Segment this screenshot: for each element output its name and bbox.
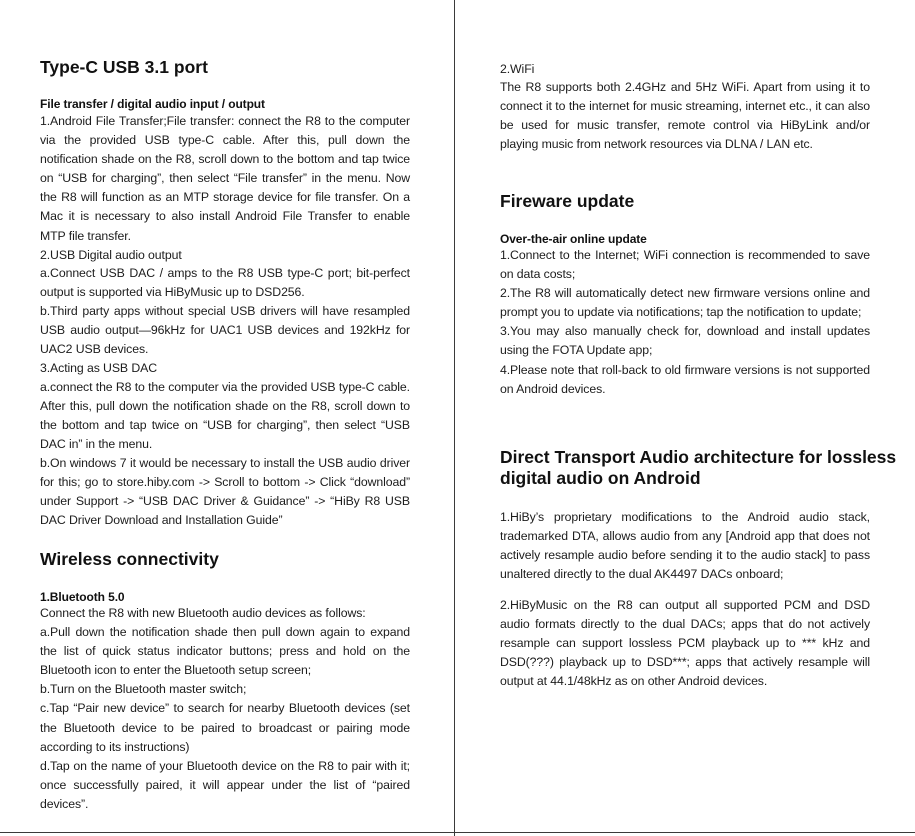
usb-paragraph-digital-output-heading: 2.USB Digital audio output	[40, 247, 182, 262]
usb-paragraph-windows-driver: b.On windows 7 it would be necessary to install the USB audio driver for this; go to store.hiby.com -> Scroll to bottom -> Click “download” under Support -> “USB DAC Driver & Guidance” -> “HiBy R8 USB DAC Driver Download and Installation Guide”	[40, 455, 410, 528]
wireless-title: Wireless connectivity	[40, 549, 219, 569]
usb-paragraph-file-transfer: 1.Android File Transfer;File transfer: connect the R8 to the computer via the provided USB type-C cable. After this, pull down the notification shade on the R8, scroll down to the bottom and tap twice on “USB for charging”, then select “File transfer” in the menu. Now the R8 will function as an MTP storage device for file transfer. On a Mac it is necessary to also install Android File Transfer to enable MTP file transfer.	[40, 114, 410, 243]
bluetooth-paragraph-step-b: b.Turn on the Bluetooth master switch;	[40, 682, 247, 697]
usb-paragraph-usb-dac-connect: a.connect the R8 to the computer via the provided USB type-C cable. After this, pull down the notification shade on the R8, scroll down to the bottom and tap twice on “USB for charging”, then select “USB DAC in” in the menu.	[40, 379, 410, 451]
bottom-rule	[0, 832, 915, 833]
firmware-subtitle: Over-the-air online update	[500, 232, 647, 246]
firmware-paragraph-rollback: 4.Please note that roll-back to old firmware versions is not supported on Android devices.	[500, 362, 870, 396]
firmware-title: Fireware update	[500, 191, 635, 211]
dta-paragraph-1: 1.HiBy’s proprietary modifications to the Android audio stack, trademarked DTA, allows audio from any [Android app that does not actively resample audio before sending it to the audio stack] to pass unaltered directly to the dual AK4497 DACs onboard;	[500, 510, 870, 582]
usb-port-title: Type-C USB 3.1 port	[40, 57, 208, 77]
bluetooth-paragraph-intro: Connect the R8 with new Bluetooth audio devices as follows:	[40, 606, 366, 620]
bluetooth-paragraph-step-a: a.Pull down the notification shade then pull down again to expand the list of quick status indicator buttons; press and hold on the Bluetooth icon to enter the Bluetooth setup screen;	[40, 625, 410, 678]
firmware-paragraph-manual-check: 3.You may also manually check for, download and install updates using the FOTA Update app;	[500, 324, 870, 358]
usb-paragraph-usb-dac-heading: 3.Acting as USB DAC	[40, 361, 158, 376]
firmware-section-body	[500, 246, 870, 399]
usb-paragraph-dac-amps: a.Connect USB DAC / amps to the R8 USB type-C port; bit-perfect output is supported via HiByMusic up to DSD256.	[40, 265, 410, 299]
page-divider	[454, 0, 455, 836]
bluetooth-subtitle: 1.Bluetooth 5.0	[40, 590, 125, 604]
dta-section-body-2	[500, 596, 870, 691]
dta-section-body	[500, 508, 870, 584]
bluetooth-paragraph-step-c: c.Tap “Pair new device” to search for nearby Bluetooth devices (set the Bluetooth device to be paired to broadcast or pairing mode according to its instructions)	[40, 701, 410, 754]
dta-paragraph-2: 2.HiByMusic on the R8 can output all supported PCM and DSD audio formats directly to the dual DACs; apps that do not actively resample can support lossless PCM playback up to *** kHz and DSD(???) playback up to DSD***; apps that actively resample will output at 44.1/48kHz as on other Android devices.	[500, 598, 870, 689]
usb-section-body	[40, 112, 410, 530]
firmware-paragraph-connect: 1.Connect to the Internet; WiFi connection is recommended to save on data costs;	[500, 248, 870, 282]
firmware-paragraph-auto-detect: 2.The R8 will automatically detect new firmware versions online and prompt you to update via notifications; tap the notification to update;	[500, 286, 870, 320]
usb-subtitle: File transfer / digital audio input / output	[40, 97, 265, 111]
wifi-paragraph: The R8 supports both 2.4GHz and 5Hz WiFi. Apart from using it to connect it to the internet for music streaming, internet etc., it can also be used for music transfer, remote control via HiByLink and/or playing music from network resources via DLNA / LAN etc.	[500, 80, 870, 152]
dta-title: Direct Transport Audio architecture for lossless digital audio on Android	[500, 447, 897, 488]
wifi-section	[500, 60, 870, 155]
usb-paragraph-third-party-apps: b.Third party apps without special USB drivers will have resampled USB audio output—96kHz for UAC1 USB devices and 192kHz for UAC2 USB devices.	[40, 304, 410, 357]
wireless-section-body	[40, 604, 410, 814]
bluetooth-paragraph-step-d: d.Tap on the name of your Bluetooth device on the R8 to pair with it; once successfully paired, it will appear under the list of “paired devices”.	[40, 758, 410, 811]
wifi-heading: 2.WiFi	[500, 62, 535, 76]
